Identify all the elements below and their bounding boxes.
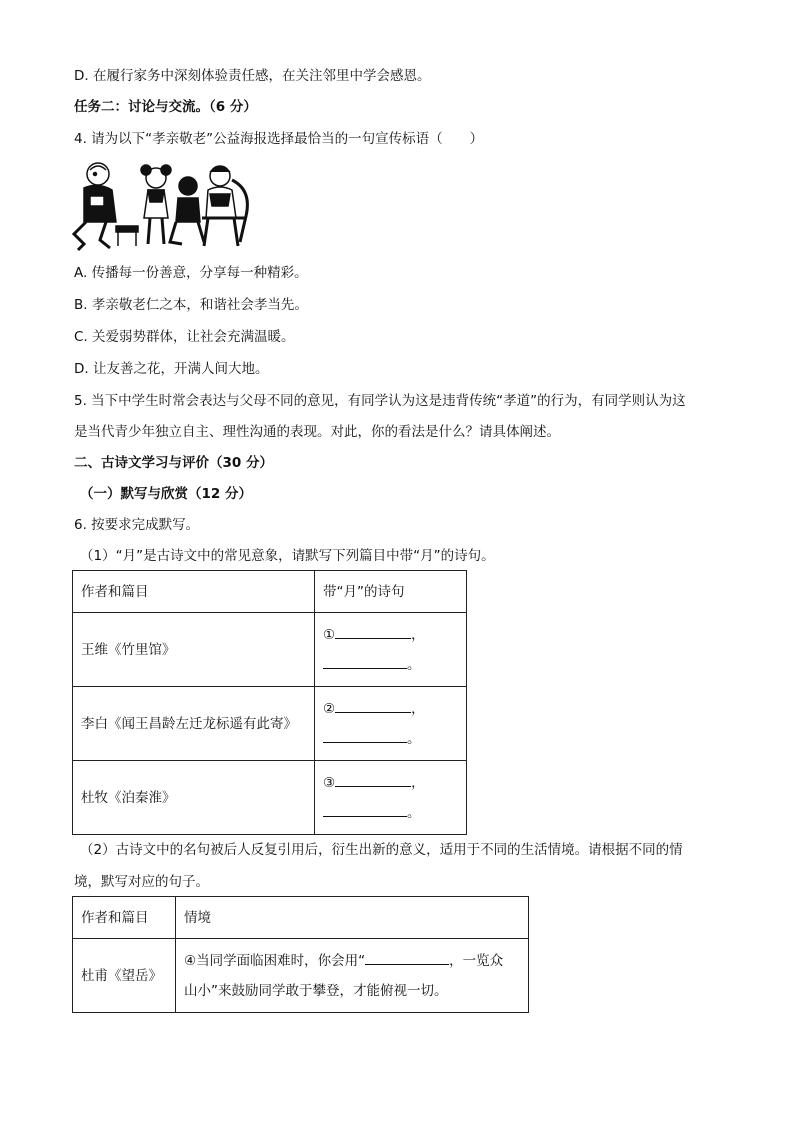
question-6-2-line2: 境，默写对应的句子。 (74, 874, 209, 890)
moon-poems-table (72, 570, 467, 835)
question-5-line1: 5. 当下中学生时常会表达与父母不同的意见，有同学认为这是违背传统“孝道”的行为，有同学则认为这 (74, 393, 686, 409)
task2-heading: 任务二：讨论与交流。（6 分） (74, 99, 257, 115)
table2-header-work: 作者和篇目 (73, 897, 176, 939)
table1-row1-answer (315, 613, 467, 687)
punct: ， (411, 774, 425, 791)
table1-row2-work: 李白《闻王昌龄左迁龙标遥有此寄》 (73, 687, 315, 761)
table1-header-work: 作者和篇目 (73, 571, 315, 613)
table2-row-work: 杜甫《望岳》 (73, 939, 176, 1013)
question-5-line2: 是当代青少年独立自主、理性沟通的表现。对此，你的看法是什么？请具体阐述。 (74, 424, 560, 440)
answer-number: ② (323, 700, 336, 717)
family-elders-illustration (70, 160, 256, 254)
answer-blank[interactable] (335, 624, 411, 639)
punct: 。 (407, 656, 421, 673)
answer-blank[interactable] (323, 802, 407, 817)
q4-option-b: B. 孝亲敬老仁之本，和谐社会孝当先。 (74, 297, 308, 313)
question-6-1: （1）“月”是古诗文中的常见意象，请默写下列篇目中带“月”的诗句。 (80, 548, 495, 564)
answer-blank[interactable] (365, 950, 449, 965)
question-6-2-line1: （2）古诗文中的名句被后人反复引用后，衍生出新的意义，适用于不同的生活情境。请根据不同的情 (80, 842, 683, 858)
table1-row2-answer (315, 687, 467, 761)
table1-row1-work: 王维《竹里馆》 (73, 613, 315, 687)
table1-row3-work: 杜牧《泊秦淮》 (73, 761, 315, 835)
answer-number: ① (323, 626, 336, 643)
section-2-1-heading: （一）默写与欣赏（12 分） (80, 486, 252, 502)
scenario-text: ，一览众 (449, 952, 504, 969)
table1-row3-answer (315, 761, 467, 835)
punct: ， (411, 700, 425, 717)
q4-option-a: A. 传播每一份善意，分享每一种精彩。 (74, 265, 308, 281)
scenario-text: 山小”来鼓励同学敢于攀登，才能俯视一切。 (184, 982, 448, 999)
question-4: 4. 请为以下“孝亲敬老”公益海报选择最恰当的一句宣传标语（ ） (74, 131, 484, 147)
answer-number: ③ (323, 774, 336, 791)
scenario-table (72, 896, 529, 1013)
q4-option-d: D. 让友善之花，开满人间大地。 (74, 361, 269, 377)
table2-header-scenario: 情境 (176, 897, 529, 939)
answer-blank[interactable] (335, 772, 411, 787)
table2-row-scenario (176, 939, 529, 1013)
table1-header-lines: 带“月”的诗句 (315, 571, 467, 613)
answer-blank[interactable] (323, 654, 407, 669)
section-2-heading: 二、古诗文学习与评价（30 分） (74, 455, 273, 471)
answer-blank[interactable] (323, 728, 407, 743)
question-6: 6. 按要求完成默写。 (74, 517, 200, 533)
q4-option-c: C. 关爱弱势群体，让社会充满温暖。 (74, 329, 295, 345)
q3-option-d: D. 在履行家务中深刻体验责任感，在关注邻里中学会感恩。 (74, 68, 431, 84)
punct: 。 (407, 804, 421, 821)
punct: ， (411, 626, 425, 643)
answer-blank[interactable] (335, 698, 411, 713)
scenario-text: ④当同学面临困难时，你会用“ (184, 952, 366, 969)
punct: 。 (407, 730, 421, 747)
